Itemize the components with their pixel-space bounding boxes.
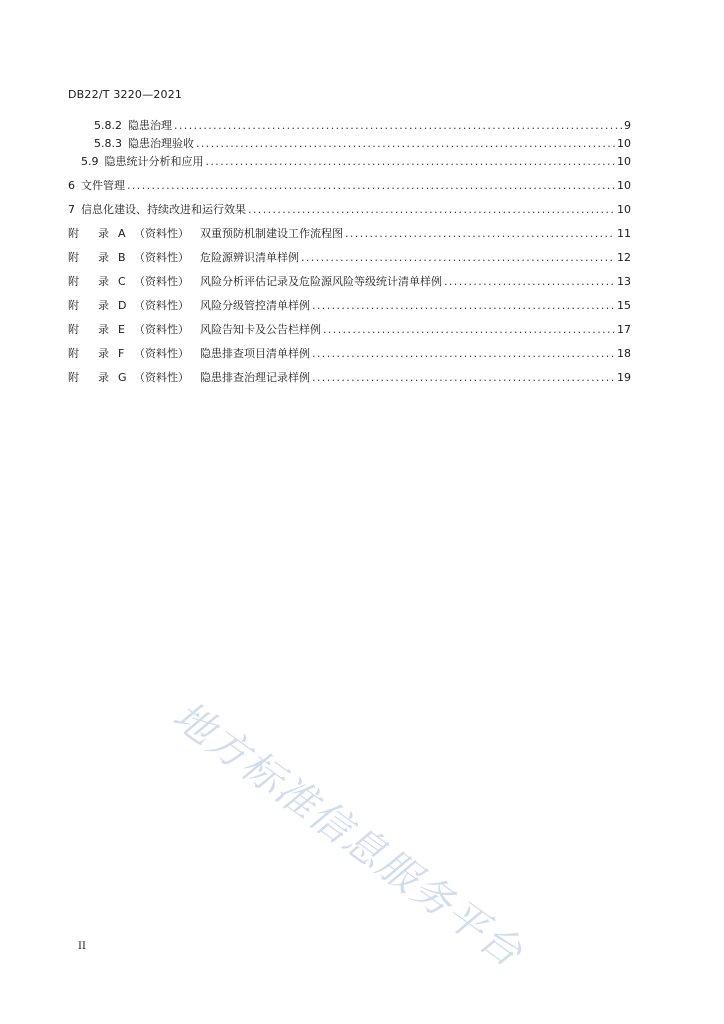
toc-appendix-b[interactable] (68, 250, 631, 266)
toc-number: 5.8.3 (94, 137, 122, 150)
appendix-type: （资料性） (134, 275, 189, 288)
dot-leader (127, 178, 615, 194)
appendix-word-2: 录 (98, 371, 109, 384)
toc-entry-6[interactable] (68, 178, 631, 194)
toc-appendix-a[interactable] (68, 226, 631, 242)
appendix-word-1: 附 (68, 299, 79, 312)
toc-number: 5.9 (81, 155, 99, 168)
appendix-type: （资料性） (134, 251, 189, 264)
toc-page-number: 9 (624, 119, 631, 132)
appendix-word-1: 附 (68, 227, 79, 240)
appendix-title: 风险分析评估记录及危险源风险等级统计清单样例 (200, 275, 442, 288)
toc-entry-5-9[interactable] (68, 154, 631, 170)
toc-page-number: 10 (617, 137, 631, 150)
appendix-word-2: 录 (98, 227, 109, 240)
appendix-type: （资料性） (134, 347, 189, 360)
dot-leader (174, 118, 622, 134)
toc-page-number: 11 (617, 227, 631, 240)
appendix-title: 隐患排查治理记录样例 (200, 371, 310, 384)
appendix-word-1: 附 (68, 371, 79, 384)
toc-title: 隐患治理验收 (128, 137, 194, 150)
appendix-type: （资料性） (134, 323, 189, 336)
toc-page-number: 10 (617, 179, 631, 192)
dot-leader (196, 136, 615, 152)
toc-number: 5.8.2 (94, 119, 122, 132)
document-code: DB22/T 3220—2021 (68, 88, 183, 101)
toc-page-number: 10 (617, 203, 631, 216)
toc-appendix-f[interactable] (68, 346, 631, 362)
toc-appendix-c[interactable] (68, 274, 631, 290)
appendix-type: （资料性） (134, 371, 189, 384)
dot-leader (248, 202, 615, 218)
appendix-word-2: 录 (98, 251, 109, 264)
appendix-letter: E (118, 323, 125, 336)
toc-title: 隐患统计分析和应用 (104, 155, 204, 168)
appendix-title: 隐患排查项目清单样例 (200, 347, 310, 360)
dot-leader (345, 226, 615, 242)
toc-page-number: 15 (617, 299, 631, 312)
appendix-letter: B (118, 251, 126, 264)
appendix-word-1: 附 (68, 347, 79, 360)
appendix-letter: F (118, 347, 125, 360)
toc-appendix-g[interactable] (68, 370, 631, 386)
toc-page-number: 17 (617, 323, 631, 336)
toc-entry-7[interactable] (68, 202, 631, 218)
dot-leader (312, 370, 615, 386)
appendix-title: 风险告知卡及公告栏样例 (200, 323, 321, 336)
toc-page-number: 13 (617, 275, 631, 288)
toc-entry-5-8-2[interactable] (68, 118, 631, 134)
appendix-type: （资料性） (134, 227, 189, 240)
toc-page-number: 12 (617, 251, 631, 264)
toc-entry-5-8-3[interactable] (68, 136, 631, 152)
toc-page-number: 10 (617, 155, 631, 168)
toc-page-number: 19 (617, 371, 631, 384)
toc-page-number: 18 (617, 347, 631, 360)
appendix-word-2: 录 (98, 275, 109, 288)
toc-title: 文件管理 (81, 179, 125, 192)
page-number-footer: II (78, 941, 86, 952)
dot-leader (312, 346, 615, 362)
dot-leader (206, 154, 616, 170)
dot-leader (301, 250, 615, 266)
appendix-letter: A (118, 227, 126, 240)
toc-title: 信息化建设、持续改进和运行效果 (81, 203, 246, 216)
appendix-word-2: 录 (98, 323, 109, 336)
appendix-letter: C (118, 275, 126, 288)
appendix-word-2: 录 (98, 299, 109, 312)
watermark: 地方标准信息服务平台 (164, 692, 532, 977)
dot-leader (323, 322, 615, 338)
toc-number: 7 (68, 203, 75, 216)
appendix-type: （资料性） (134, 299, 189, 312)
appendix-word-1: 附 (68, 323, 79, 336)
appendix-word-1: 附 (68, 275, 79, 288)
appendix-title: 双重预防机制建设工作流程图 (200, 227, 343, 240)
toc-appendix-e[interactable] (68, 322, 631, 338)
appendix-title: 危险源辨识清单样例 (200, 251, 299, 264)
dot-leader (312, 298, 615, 314)
toc-appendix-d[interactable] (68, 298, 631, 314)
dot-leader (444, 274, 615, 290)
toc-title: 隐患治理 (128, 119, 172, 132)
appendix-letter: G (118, 371, 127, 384)
appendix-title: 风险分级管控清单样例 (200, 299, 310, 312)
appendix-word-2: 录 (98, 347, 109, 360)
appendix-word-1: 附 (68, 251, 79, 264)
toc-number: 6 (68, 179, 75, 192)
appendix-letter: D (118, 299, 127, 312)
